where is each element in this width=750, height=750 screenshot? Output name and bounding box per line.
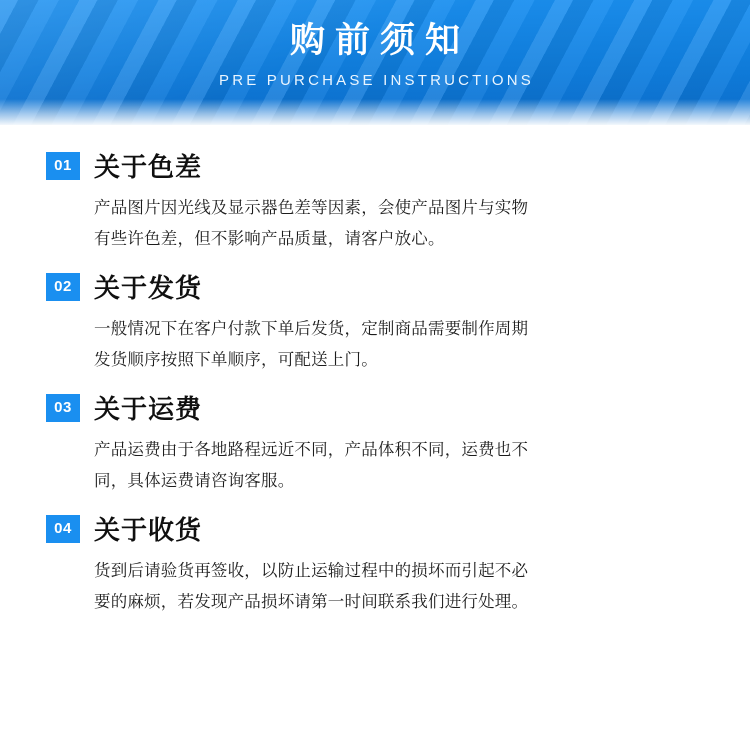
section-number-badge: 02 [46,273,80,301]
page-subtitle: PRE PURCHASE INSTRUCTIONS [218,72,535,89]
section-body [46,193,704,254]
section-number-badge: 03 [46,394,80,422]
page-title: 购前须知 [289,21,470,60]
section-title: 关于发货 [94,273,203,304]
instruction-section-04 [46,510,704,617]
section-title: 关于运费 [94,394,203,425]
section-body-line: 产品图片因光线及显示器色差等因素，会使产品图片与实物 [94,199,529,217]
section-header [46,510,704,547]
section-header [46,268,704,305]
instruction-section-03 [46,389,704,496]
section-body-line: 有些许色差，但不影响产品质量，请客户放心。 [94,229,445,248]
section-body-line: 产品运费由于各地路程远近不同，产品体积不同，运费也不 [94,441,529,460]
section-header [46,147,704,184]
section-number-badge: 01 [46,152,80,180]
section-body-line: 一般情况下在客户付款下单后发货，定制商品需要制作周期 [94,320,529,339]
header-banner-text [0,0,750,89]
section-body-line: 同，具体运费请咨询客服。 [94,471,295,490]
section-body [46,435,704,496]
section-header [46,389,704,426]
section-number-badge: 04 [46,515,80,543]
instruction-section-01 [46,147,704,254]
section-title: 关于收货 [94,515,203,546]
section-body [46,556,704,617]
section-body-line: 货到后请验货再签收，以防止运输过程中的损坏而引起不必 [94,562,529,581]
instructions-list [0,125,750,617]
section-title: 关于色差 [94,152,203,182]
instruction-section-02 [46,268,704,375]
section-body [46,314,704,375]
header-banner [0,0,750,125]
section-body-line: 发货顺序按照下单顺序，可配送上门。 [94,350,378,369]
section-body-line: 要的麻烦，若发现产品损坏请第一时间联系我们进行处理。 [94,592,529,611]
